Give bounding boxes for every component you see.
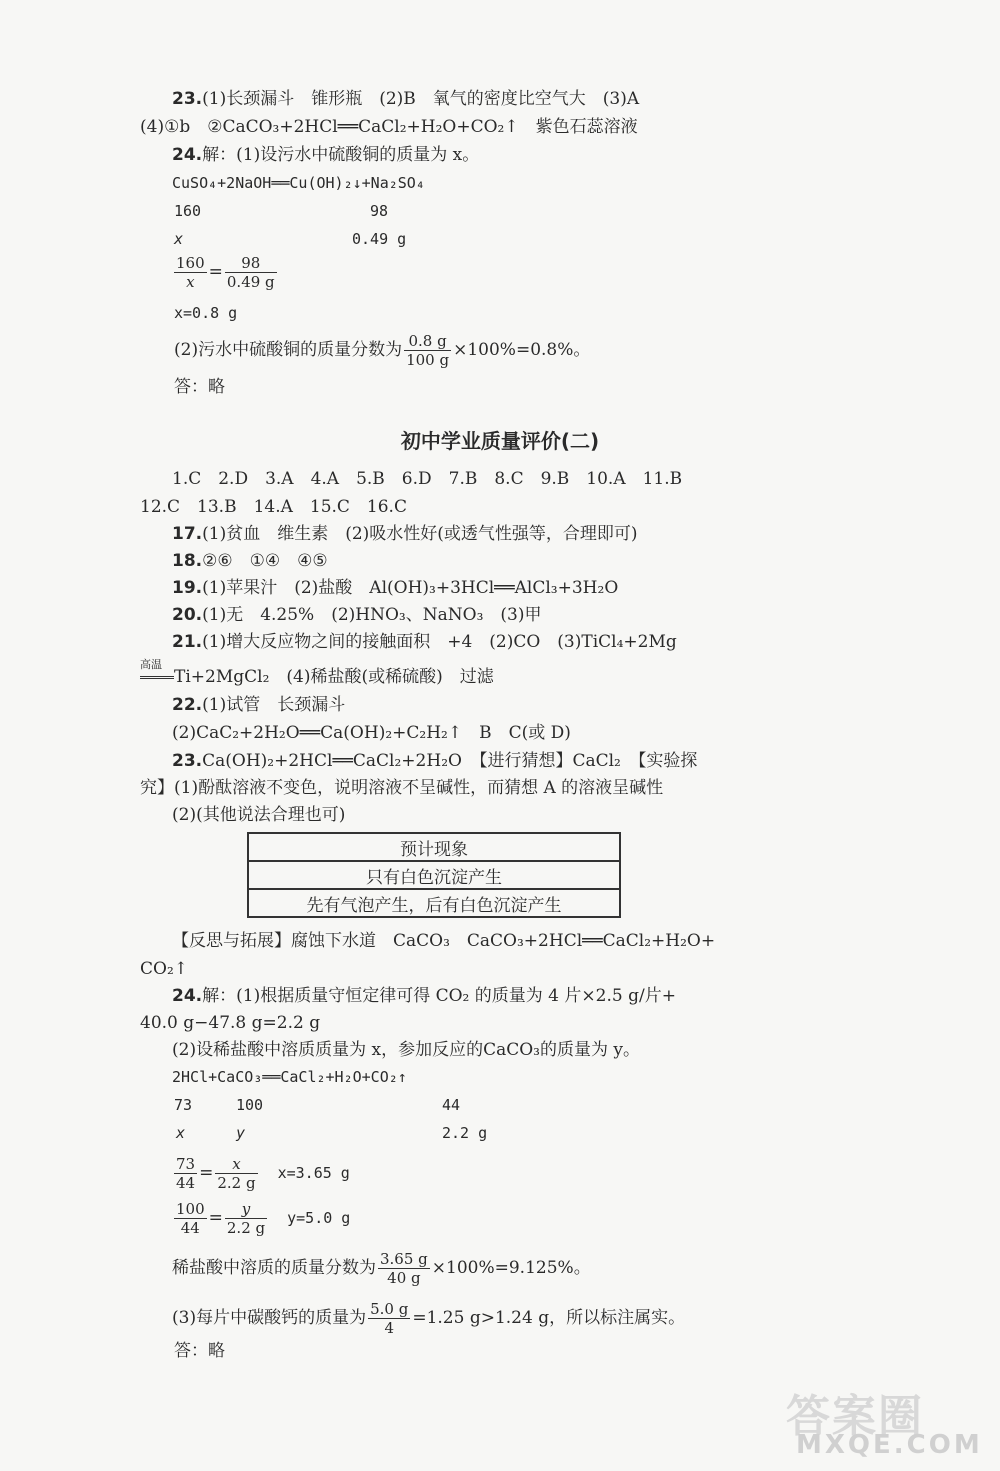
fraction: $\frac{100}{44}$ (176, 1200, 205, 1237)
q24b-equation: 2HCl+CaCO₃══CaCl₂+H₂O+CO₂↑ (172, 1068, 407, 1086)
choices-line2: 12.C 13.B 14.A 15.C 16.C (140, 497, 407, 517)
q24a-r1c1: 160 (174, 202, 202, 220)
q24b-r1c1: 73 (174, 1096, 193, 1114)
q24a-r1c2: 98 (370, 202, 389, 220)
q24a-proportion: $\frac{160}{x}$ = $\frac{98}{0.49 g}$ (176, 254, 275, 291)
table-row: 先有气泡产生，后有白色沉淀产生 (248, 889, 620, 917)
q24b-r1c3: 44 (442, 1096, 461, 1114)
q24b-proportion2: $\frac{100}{44}$ = $\frac{y}{2.2 g}$ y=5.0 g (176, 1200, 351, 1237)
q24a-result: x=0.8 g (174, 304, 238, 322)
fraction: $\frac{98}{0.49 g}$ (226, 254, 275, 291)
q21-line1: 21.(1)增大反应物之间的接触面积 +4 (2)CO (3)TiCl₄+2Mg (172, 632, 677, 652)
q23b-reflect2: CO₂↑ (140, 959, 189, 979)
q24b-line3: (2)设稀盐酸中溶质质量为 x，参加反应的CaCO₃的质量为 y。 (172, 1040, 640, 1060)
q24a-r2c2: 0.49 g (352, 230, 407, 248)
q20: 20.(1)无 4.25% (2)HNO₃、NaNO₃ (3)甲 (172, 605, 542, 625)
q23a-number: 23. (172, 89, 203, 109)
q23b-line2: 究】(1)酚酞溶液不变色，说明溶液不呈碱性，而猜想 A 的溶液呈碱性 (140, 778, 664, 798)
q24b-r2c1: x (176, 1124, 186, 1142)
section-title: 初中学业质量评价(二) (400, 429, 600, 453)
fraction: $\frac{x}{2.2 g}$ (217, 1155, 256, 1192)
q18: 18.②⑥ ①④ ④⑤ (172, 551, 328, 571)
q24b-answer: 答：略 (174, 1341, 225, 1361)
q24a-equation: CuSO₄+2NaOH══Cu(OH)₂↓+Na₂SO₄ (172, 174, 425, 192)
q24a-part2: (2)污水中硫酸铜的质量分数为 $\frac{0.8 g}{100 g}$ ×100%=0.8%。 (174, 332, 591, 369)
q24a-r2c1: x (174, 230, 184, 248)
q23a-line2: (4)①b ②CaCO₃+2HCl══CaCl₂+H₂O+CO₂↑ 紫色石蕊溶液 (140, 117, 638, 137)
fraction: $\frac{3.65 g}{40 g}$ (380, 1250, 428, 1287)
q23b-line3: (2)(其他说法合理也可) (172, 805, 346, 825)
fraction: $\frac{160}{x}$ (176, 254, 205, 291)
q23b-reflect1: 【反思与拓展】腐蚀下水道 CaCO₃ CaCO₃+2HCl══CaCl₂+H₂O+ (172, 931, 716, 951)
q24b-line1: 24.解：(1)根据质量守恒定律可得 CO₂ 的质量为 4 片×2.5 g/片+ (172, 986, 676, 1006)
watermark-url: MXQE.COM (796, 1430, 983, 1460)
q24a-answer: 答：略 (174, 377, 225, 397)
prediction-table (247, 832, 621, 918)
site-watermark (786, 1380, 986, 1465)
fraction: $\frac{5.0 g}{4}$ (370, 1300, 409, 1337)
q24b-proportion1: $\frac{73}{44}$ = $\frac{x}{2.2 g}$ x=3.65 g (176, 1155, 350, 1192)
table-row: 只有白色沉淀产生 (248, 861, 620, 889)
choices-line1: 1.C 2.D 3.A 4.A 5.B 6.D 7.B 8.C 9.B 10.A 11.B (172, 469, 683, 489)
q23a-line1 (172, 88, 639, 110)
q19: 19.(1)苹果汁 (2)盐酸 Al(OH)₃+3HCl══AlCl₃+3H₂O (172, 578, 619, 598)
q23a-text1: (1)长颈漏斗 锥形瓶 (2)B 氧气的密度比空气大 (3)A (202, 89, 640, 109)
q22-line2: (2)CaC₂+2H₂O══Ca(OH)₂+C₂H₂↑ B C(或 D) (172, 723, 571, 743)
q24b-r2c3: 2.2 g (442, 1124, 488, 1142)
q24b-r2c2: y (236, 1124, 246, 1142)
q24a-number: 24. (172, 145, 203, 165)
q22-line1: 22.(1)试管 长颈漏斗 (172, 695, 346, 715)
watermark-logo: 答案圈 (786, 1391, 924, 1442)
fraction: $\frac{73}{44}$ (176, 1155, 196, 1192)
q24b-part2: 稀盐酸中溶质的质量分数为 $\frac{3.65 g}{40 g}$ ×100%=9.125%。 (172, 1250, 591, 1287)
q17: 17.(1)贫血 维生素 (2)吸水性好(或透气性强等，合理即可) (172, 524, 638, 544)
q23b-line1: 23.Ca(OH)₂+2HCl══CaCl₂+2H₂O 【进行猜想】CaCl₂ 【实验探 (172, 751, 698, 771)
q24a-text1: 解：(1)设污水中硫酸铜的质量为 x。 (202, 145, 480, 165)
q24b-r1c2: 100 (236, 1096, 264, 1114)
q21-line2: 高温 Ti+2MgCl₂ (4)稀盐酸(或稀硫酸) 过滤 (140, 658, 494, 687)
fraction: $\frac{0.8 g}{100 g}$ (406, 332, 450, 369)
q24b-part3: (3)每片中碳酸钙的质量为 $\frac{5.0 g}{4}$ =1.25 g>1.24 g，所以标注属实。 (172, 1300, 686, 1337)
reaction-condition: 高温 (140, 666, 174, 688)
q24b-line2: 40.0 g−47.8 g=2.2 g (140, 1013, 321, 1033)
q24a-line1 (172, 144, 479, 166)
fraction: $\frac{y}{2.2 g}$ (226, 1200, 266, 1237)
table-header: 预计现象 (248, 833, 620, 861)
